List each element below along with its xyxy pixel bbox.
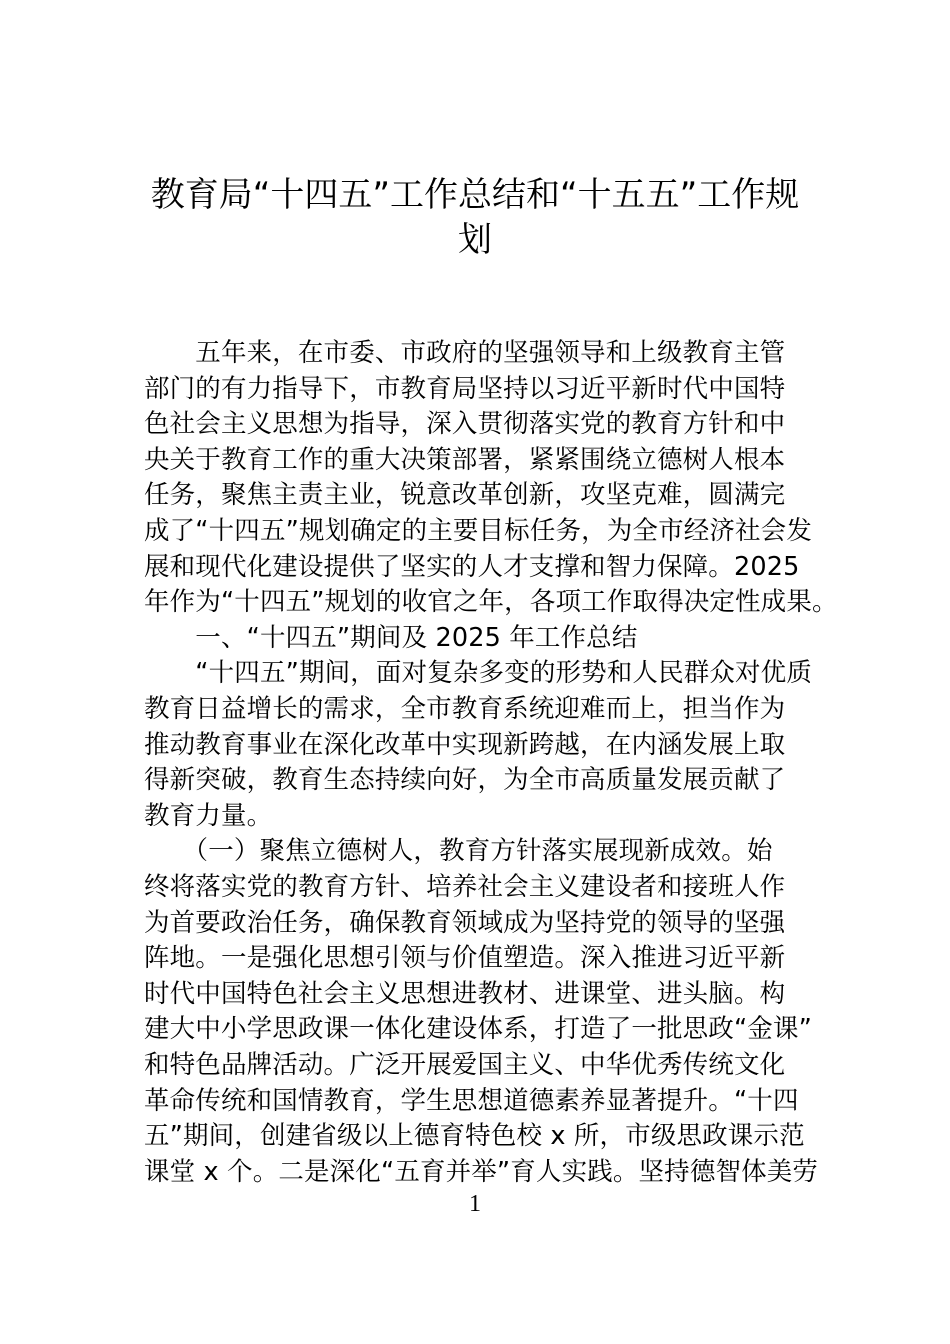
body-text-line: 推动教育事业在深化改革中实现新跨越，在内涵发展上取 bbox=[144, 729, 786, 760]
body-text-line: 年作为“十四五”规划的收官之年，各项工作取得决定性成果。 bbox=[144, 587, 838, 618]
body-text-line: 五”期间，创建省级以上德育特色校 x 所，市级思政课示范 bbox=[144, 1121, 805, 1152]
body-text-line: 得新突破，教育生态持续向好，为全市高质量发展贡献了 bbox=[144, 765, 786, 796]
body-text-line: 终将落实党的教育方针、培养社会主义建设者和接班人作 bbox=[144, 872, 786, 902]
document-title-line-1: 教育局“十四五”工作总结和“十五五”工作规 bbox=[150, 175, 800, 215]
body-text-line: 成了“十四五”规划确定的主要目标任务，为全市经济社会发 bbox=[144, 516, 812, 546]
body-text-line: 革命传统和国情教育，学生思想道德素养显著提升。“十四 bbox=[144, 1085, 799, 1116]
body-text-line: 和特色品牌活动。广泛开展爱国主义、中华优秀传统文化 bbox=[144, 1050, 786, 1080]
body-text-line: 任务，聚焦主责主业，锐意改革创新，攻坚克难，圆满完 bbox=[144, 480, 786, 511]
body-text-line: 为首要政治任务，确保教育领域成为坚持党的领导的坚强 bbox=[144, 907, 786, 938]
body-text-line: 教育力量。 bbox=[144, 800, 273, 831]
body-text-line: 课堂 x 个。二是深化“五育并举”育人实践。坚持德智体美劳 bbox=[144, 1156, 819, 1187]
body-text-line: 色社会主义思想为指导，深入贯彻落实党的教育方针和中 bbox=[144, 409, 786, 440]
body-text-line: “十四五”期间，面对复杂多变的形势和人民群众对优质 bbox=[144, 658, 812, 689]
document-title-line-2: 划 bbox=[458, 220, 492, 260]
body-text-line: 阵地。一是强化思想引领与价值塑造。深入推进习近平新 bbox=[144, 943, 786, 974]
body-text-line: 部门的有力指导下，市教育局坚持以习近平新时代中国特 bbox=[144, 373, 786, 404]
body-text-line: 建大中小学思政课一体化建设体系，打造了一批思政“金课” bbox=[144, 1014, 812, 1045]
body-text-line: 时代中国特色社会主义思想进教材、进课堂、进头脑。构 bbox=[144, 978, 786, 1009]
body-text-line: 展和现代化建设提供了坚实的人才支撑和智力保障。2025 bbox=[144, 551, 800, 582]
body-text-line: 一、“十四五”期间及 2025 年工作总结 bbox=[144, 622, 638, 653]
body-text-line: 央关于教育工作的重大决策部署，紧紧围绕立德树人根本 bbox=[144, 444, 786, 475]
body-text-line: （一）聚焦立德树人，教育方针落实展现新成效。始 bbox=[144, 836, 773, 867]
page-number: 1 bbox=[469, 1191, 481, 1217]
body-text-line: 教育日益增长的需求，全市教育系统迎难而上，担当作为 bbox=[144, 694, 786, 724]
body-text-line: 五年来，在市委、市政府的坚强领导和上级教育主管 bbox=[144, 338, 786, 368]
